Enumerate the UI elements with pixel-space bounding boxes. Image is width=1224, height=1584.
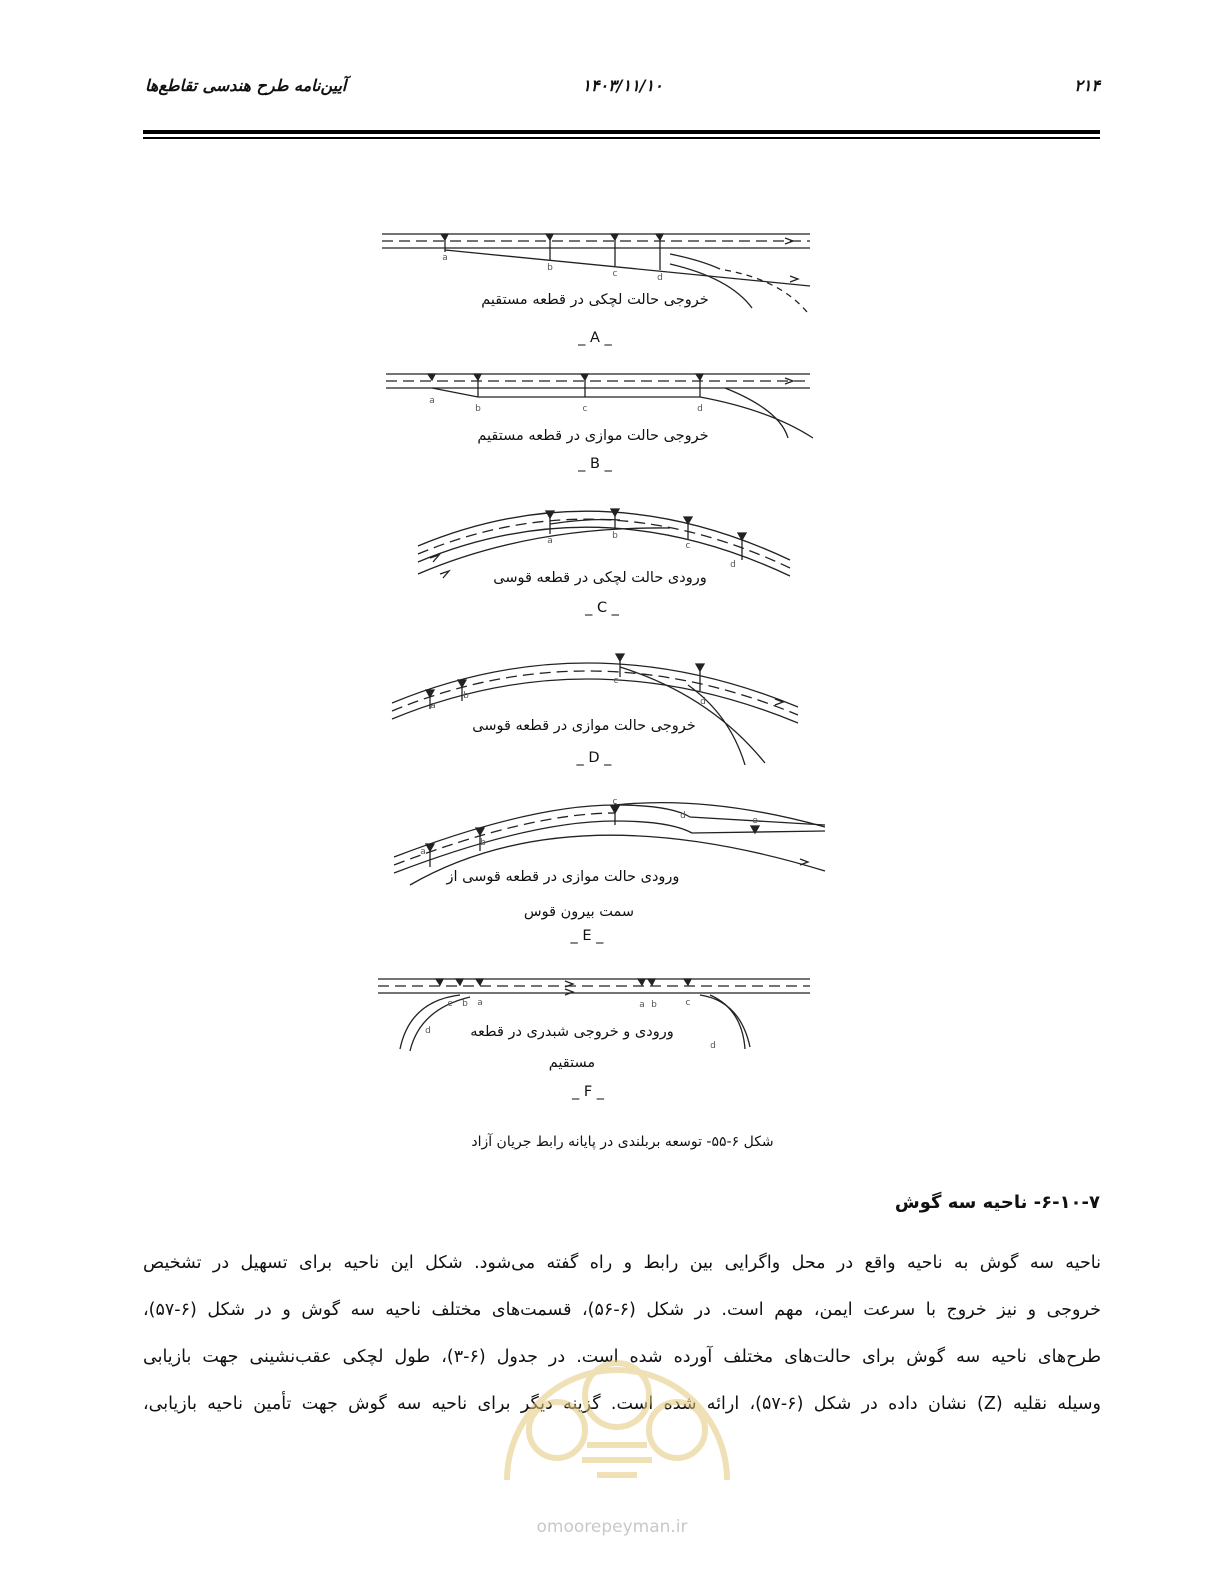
point-label-a: a (547, 536, 553, 546)
panel-d-drawing (392, 654, 798, 765)
point-label-b: b (462, 999, 468, 1009)
panel-d-caption: خروجی حالت موازی در قطعه قوسی (472, 718, 696, 734)
point-label-b: b (480, 838, 486, 848)
paragraph-line: ناحیه سه گوش به ناحیه واقع در محل واگرایی بین رابط و راه گفته می‌شود. شکل این ناحیه برای تسهیل در تشخیص (143, 1253, 1101, 1273)
paragraph-line: طرح‌های ناحیه سه گوش برای حالت‌های مختلف آورده شده است. در جدول (۶-۳)، طول لچکی عقب‌نشینی جهت بازیابی (143, 1347, 1102, 1367)
point-label-a: a (639, 1000, 645, 1010)
point-label-b: b (475, 404, 481, 414)
panel-e-label: _ E _ (570, 928, 604, 944)
point-label-c: c (685, 998, 691, 1008)
point-label-d: d (697, 404, 703, 414)
point-label-a: a (442, 253, 448, 263)
point-label-c: c (612, 269, 618, 279)
point-label-a: a (477, 998, 483, 1008)
point-label-c: c (685, 541, 691, 551)
point-label-c: c (613, 676, 619, 686)
panel-c-label: _ C _ (585, 600, 619, 616)
point-label-a: a (420, 847, 426, 857)
panel-a-label: _ A _ (578, 330, 612, 346)
panel-b-label: _ B _ (578, 456, 612, 472)
panel-e-caption-line2: سمت بیرون قوس (523, 904, 635, 920)
panel-f-drawing (378, 979, 810, 1051)
point-label-d: d (710, 1041, 716, 1051)
point-label-d: d (657, 273, 663, 283)
watermark-site: omoorepeyman.ir (536, 1517, 688, 1537)
point-label-b: b (463, 691, 469, 701)
watermark-logo-icon (487, 1310, 747, 1490)
point-label-c: c (582, 404, 588, 414)
point-label-d: d (700, 697, 706, 707)
header-rule-thick (143, 130, 1100, 134)
superelevation-figure (370, 220, 840, 1100)
page-number: ۲۱۴ (1074, 76, 1100, 95)
point-label-c: c (612, 797, 618, 807)
page-header (145, 70, 1100, 110)
panel-e-caption-line1: ورودی حالت موازی در قطعه قوسی از (446, 869, 680, 885)
figure-caption: شکل ۶-۵۵- توسعه بربلندی در پایانه رابط جریان آزاد (471, 1134, 774, 1150)
panel-a-caption: خروجی حالت لچکی در قطعه مستقیم (481, 292, 709, 308)
point-label-d: d (425, 1026, 431, 1036)
section-heading: ۶-۱۰-۷- ناحیه سه گوش (894, 1192, 1100, 1213)
point-label-d: d (730, 560, 736, 570)
header-date: ۱۴۰۳/۱۱/۱۰ (582, 76, 663, 95)
point-label-d: d (680, 811, 686, 821)
panel-f-caption-line1: ورودی و خروجی شبدری در قطعه (470, 1024, 674, 1040)
point-label-e: e (752, 816, 758, 826)
point-label-a: a (429, 396, 435, 406)
paragraph-line: خروجی و نیز خروج با سرعت ایمن، مهم است. در شکل (۶-۵۶)، قسمت‌های مختلف ناحیه سه گوش و در شکل (۶-۵۷)، (143, 1300, 1101, 1320)
panel-d-label: _ D _ (576, 750, 612, 766)
point-label-b: b (651, 1000, 657, 1010)
point-label-b: b (612, 531, 618, 541)
panel-b-caption: خروجی حالت موازی در قطعه مستقیم (477, 428, 709, 444)
panel-c-caption: ورودی حالت لچکی در قطعه قوسی (493, 570, 707, 586)
document-title: آیین‌نامه طرح هندسی تقاطع‌ها (145, 76, 347, 95)
point-label-c: c (447, 999, 453, 1009)
panel-f-caption-line2: مستقیم (548, 1055, 596, 1071)
point-label-a: a (430, 701, 436, 711)
point-label-b: b (547, 263, 553, 273)
header-rule-thin (143, 137, 1100, 139)
panel-f-label: _ F _ (571, 1084, 605, 1100)
paragraph-line: وسیله نقلیه (Z) نشان داده در شکل (۶-۵۷)، ارائه شده است. گزینه دیگر برای ناحیه سه گوش جهت تأمین ناحیه بازیابی، (143, 1394, 1102, 1414)
